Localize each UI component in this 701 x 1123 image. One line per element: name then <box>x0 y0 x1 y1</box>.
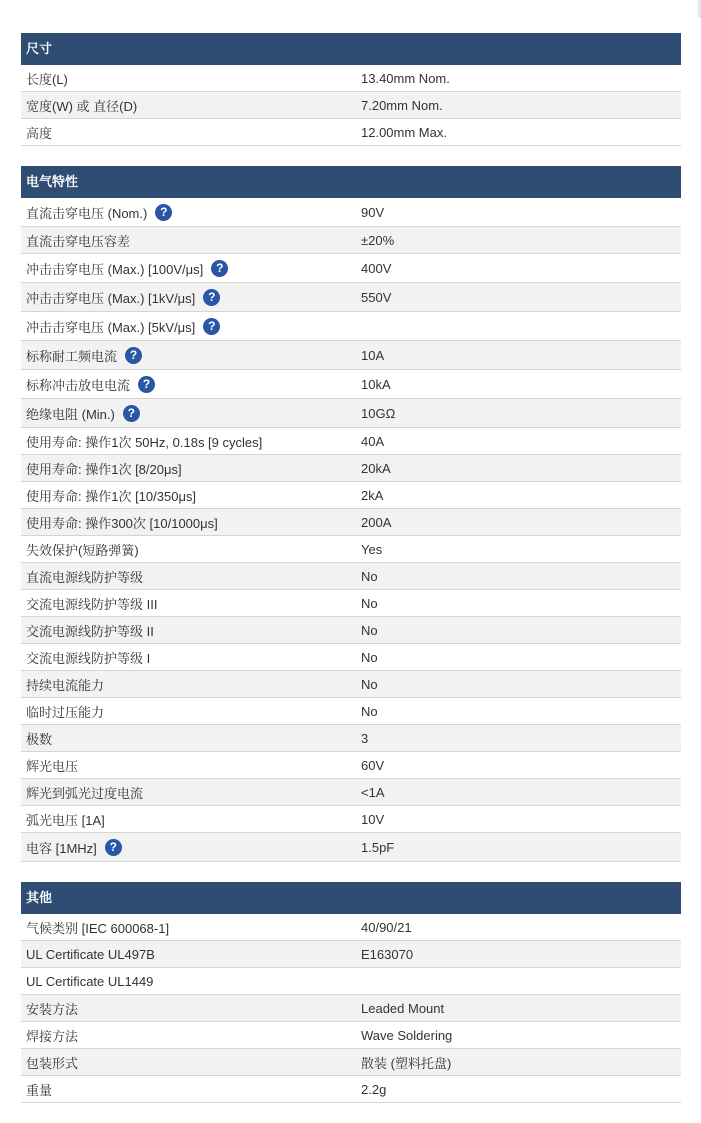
spec-row <box>21 698 681 725</box>
spec-value: Leaded Mount <box>361 1000 445 1016</box>
spec-row <box>21 370 681 399</box>
spec-label: 安装方法 <box>26 1001 79 1017</box>
spec-label-cell <box>21 810 356 829</box>
spec-row <box>21 341 681 370</box>
spec-label: UL Certificate UL497B <box>26 946 155 962</box>
spec-label-cell <box>21 1053 356 1072</box>
help-icon[interactable]: ? <box>105 839 122 856</box>
spec-row <box>21 399 681 428</box>
spec-label: 高度 <box>26 125 53 141</box>
spec-label-cell <box>21 702 356 721</box>
spec-label: 焊接方法 <box>26 1028 79 1044</box>
spec-row <box>21 92 681 119</box>
spec-value: 90V <box>361 204 385 220</box>
spec-value: E163070 <box>361 946 414 962</box>
spec-page <box>21 33 681 1123</box>
spec-label: 标称耐工频电流 <box>26 348 118 364</box>
spec-label: 重量 <box>26 1082 53 1098</box>
spec-label-cell <box>21 123 356 142</box>
spec-label: 交流电源线防护等级 I <box>26 650 151 666</box>
spec-row <box>21 119 681 146</box>
spec-label: 电容 [1MHz] <box>26 840 97 856</box>
spec-value: No <box>361 649 378 665</box>
spec-label-cell <box>21 346 356 365</box>
spec-label: 长度(L) <box>26 71 68 87</box>
spec-label-cell <box>21 947 356 962</box>
help-icon[interactable]: ? <box>138 376 155 393</box>
spec-row <box>21 428 681 455</box>
spec-value: 3 <box>361 730 369 746</box>
spec-label-cell <box>21 783 356 802</box>
spec-label: 气候类别 [IEC 600068-1] <box>26 920 170 936</box>
spec-value: Wave Soldering <box>361 1027 453 1043</box>
spec-label: 冲击击穿电压 (Max.) [5kV/μs] <box>26 319 196 335</box>
spec-value: No <box>361 622 378 638</box>
spec-row <box>21 617 681 644</box>
spec-label: 临时过压能力 <box>26 704 105 720</box>
spec-label-cell <box>21 675 356 694</box>
spec-section <box>21 882 681 1103</box>
spec-label-cell <box>21 203 356 222</box>
spec-value: No <box>361 676 378 692</box>
help-icon[interactable]: ? <box>211 260 228 277</box>
spec-label-cell <box>21 729 356 748</box>
spec-label-cell <box>21 621 356 640</box>
spec-row <box>21 671 681 698</box>
spec-label: 宽度(W) 或 直径(D) <box>26 98 138 114</box>
spec-label-cell <box>21 317 356 336</box>
section-title: 尺寸 <box>21 33 681 65</box>
spec-value: 400V <box>361 260 392 276</box>
spec-label-cell <box>21 567 356 586</box>
spec-label: 使用寿命: 操作1次 [10/350μs] <box>26 488 197 504</box>
spec-label-cell <box>21 231 356 250</box>
spec-label: 极数 <box>26 731 53 747</box>
spec-label-cell <box>21 756 356 775</box>
spec-label: 冲击击穿电压 (Max.) [1kV/μs] <box>26 290 196 306</box>
spec-label: 绝缘电阻 (Min.) <box>26 406 115 422</box>
spec-value: ±20% <box>361 232 395 248</box>
spec-label-cell <box>21 918 356 937</box>
spec-label: UL Certificate UL1449 <box>26 973 154 989</box>
spec-value: <1A <box>361 784 385 800</box>
spec-value: 20kA <box>361 460 391 476</box>
section-title: 电气特性 <box>21 166 681 198</box>
spec-row <box>21 1049 681 1076</box>
spec-label: 持续电流能力 <box>26 677 105 693</box>
spec-value: 60V <box>361 757 385 773</box>
spec-label-cell <box>21 259 356 278</box>
spec-value: 1.5pF <box>361 839 395 855</box>
spec-label: 包装形式 <box>26 1055 79 1071</box>
spec-label-cell <box>21 375 356 394</box>
spec-value: 12.00mm Max. <box>361 124 447 140</box>
spec-value: 550V <box>361 289 392 305</box>
spec-value: 10kA <box>361 376 391 392</box>
spec-label-cell <box>21 540 356 559</box>
spec-row <box>21 283 681 312</box>
spec-label-cell <box>21 69 356 88</box>
spec-row <box>21 752 681 779</box>
section-title: 其他 <box>21 882 681 914</box>
spec-label-cell <box>21 999 356 1018</box>
spec-value: 7.20mm Nom. <box>361 97 443 113</box>
spec-row <box>21 806 681 833</box>
spec-label: 冲击击穿电压 (Max.) [100V/μs] <box>26 261 204 277</box>
spec-row <box>21 725 681 752</box>
spec-row <box>21 779 681 806</box>
spec-label: 使用寿命: 操作1次 50Hz, 0.18s [9 cycles] <box>26 434 263 450</box>
spec-value: No <box>361 703 378 719</box>
spec-section <box>21 33 681 146</box>
spec-label-cell <box>21 648 356 667</box>
spec-label-cell <box>21 288 356 307</box>
spec-label-cell <box>21 459 356 478</box>
help-icon[interactable]: ? <box>155 204 172 221</box>
spec-value: 10A <box>361 347 385 363</box>
spec-label: 标称冲击放电电流 <box>26 377 131 393</box>
spec-label: 失效保护(短路弹簧) <box>26 542 139 558</box>
spec-label: 交流电源线防护等级 III <box>26 596 158 612</box>
spec-label-cell <box>21 594 356 613</box>
spec-row <box>21 455 681 482</box>
spec-label: 使用寿命: 操作300次 [10/1000μs] <box>26 515 218 531</box>
spec-label-cell <box>21 404 356 423</box>
spec-row <box>21 482 681 509</box>
spec-label-cell <box>21 486 356 505</box>
spec-label: 弧光电压 [1A] <box>26 812 105 828</box>
spec-row <box>21 509 681 536</box>
spec-value: 40A <box>361 433 385 449</box>
spec-row <box>21 968 681 995</box>
spec-value: 10V <box>361 811 385 827</box>
spec-label-cell <box>21 838 356 857</box>
spec-row <box>21 254 681 283</box>
spec-label-cell <box>21 96 356 115</box>
spec-value: 40/90/21 <box>361 919 412 935</box>
spec-row <box>21 227 681 254</box>
spec-row <box>21 833 681 862</box>
spec-row <box>21 536 681 563</box>
spec-section <box>21 166 681 862</box>
spec-row <box>21 995 681 1022</box>
spec-value: No <box>361 595 378 611</box>
spec-value: 散装 (塑料托盘) <box>361 1055 452 1071</box>
help-icon[interactable]: ? <box>123 405 140 422</box>
help-icon[interactable]: ? <box>203 289 220 306</box>
spec-row <box>21 198 681 227</box>
spec-label: 直流击穿电压容差 <box>26 233 131 249</box>
spec-label: 直流电源线防护等级 <box>26 569 144 585</box>
spec-value: No <box>361 568 378 584</box>
spec-value: 13.40mm Nom. <box>361 70 450 86</box>
spec-row <box>21 644 681 671</box>
spec-row <box>21 914 681 941</box>
spec-row <box>21 563 681 590</box>
spec-label: 辉光电压 <box>26 758 79 774</box>
spec-row <box>21 941 681 968</box>
help-icon[interactable]: ? <box>203 318 220 335</box>
spec-label: 辉光到弧光过度电流 <box>26 785 144 801</box>
spec-row <box>21 590 681 617</box>
spec-label-cell <box>21 432 356 451</box>
spec-value: 200A <box>361 514 392 530</box>
spec-label-cell <box>21 1026 356 1045</box>
help-icon[interactable]: ? <box>125 347 142 364</box>
spec-value: 10GΩ <box>361 405 396 421</box>
spec-label: 交流电源线防护等级 II <box>26 623 154 639</box>
spec-row <box>21 312 681 341</box>
spec-label-cell <box>21 513 356 532</box>
spec-label-cell <box>21 1080 356 1099</box>
spec-value: 2.2g <box>361 1081 387 1097</box>
spec-row <box>21 65 681 92</box>
spec-label: 使用寿命: 操作1次 [8/20μs] <box>26 461 182 477</box>
spec-label: 直流击穿电压 (Nom.) <box>26 205 148 221</box>
spec-label-cell <box>21 974 356 989</box>
spec-value: 2kA <box>361 487 384 503</box>
spec-row <box>21 1022 681 1049</box>
spec-value: Yes <box>361 541 383 557</box>
spec-row <box>21 1076 681 1103</box>
